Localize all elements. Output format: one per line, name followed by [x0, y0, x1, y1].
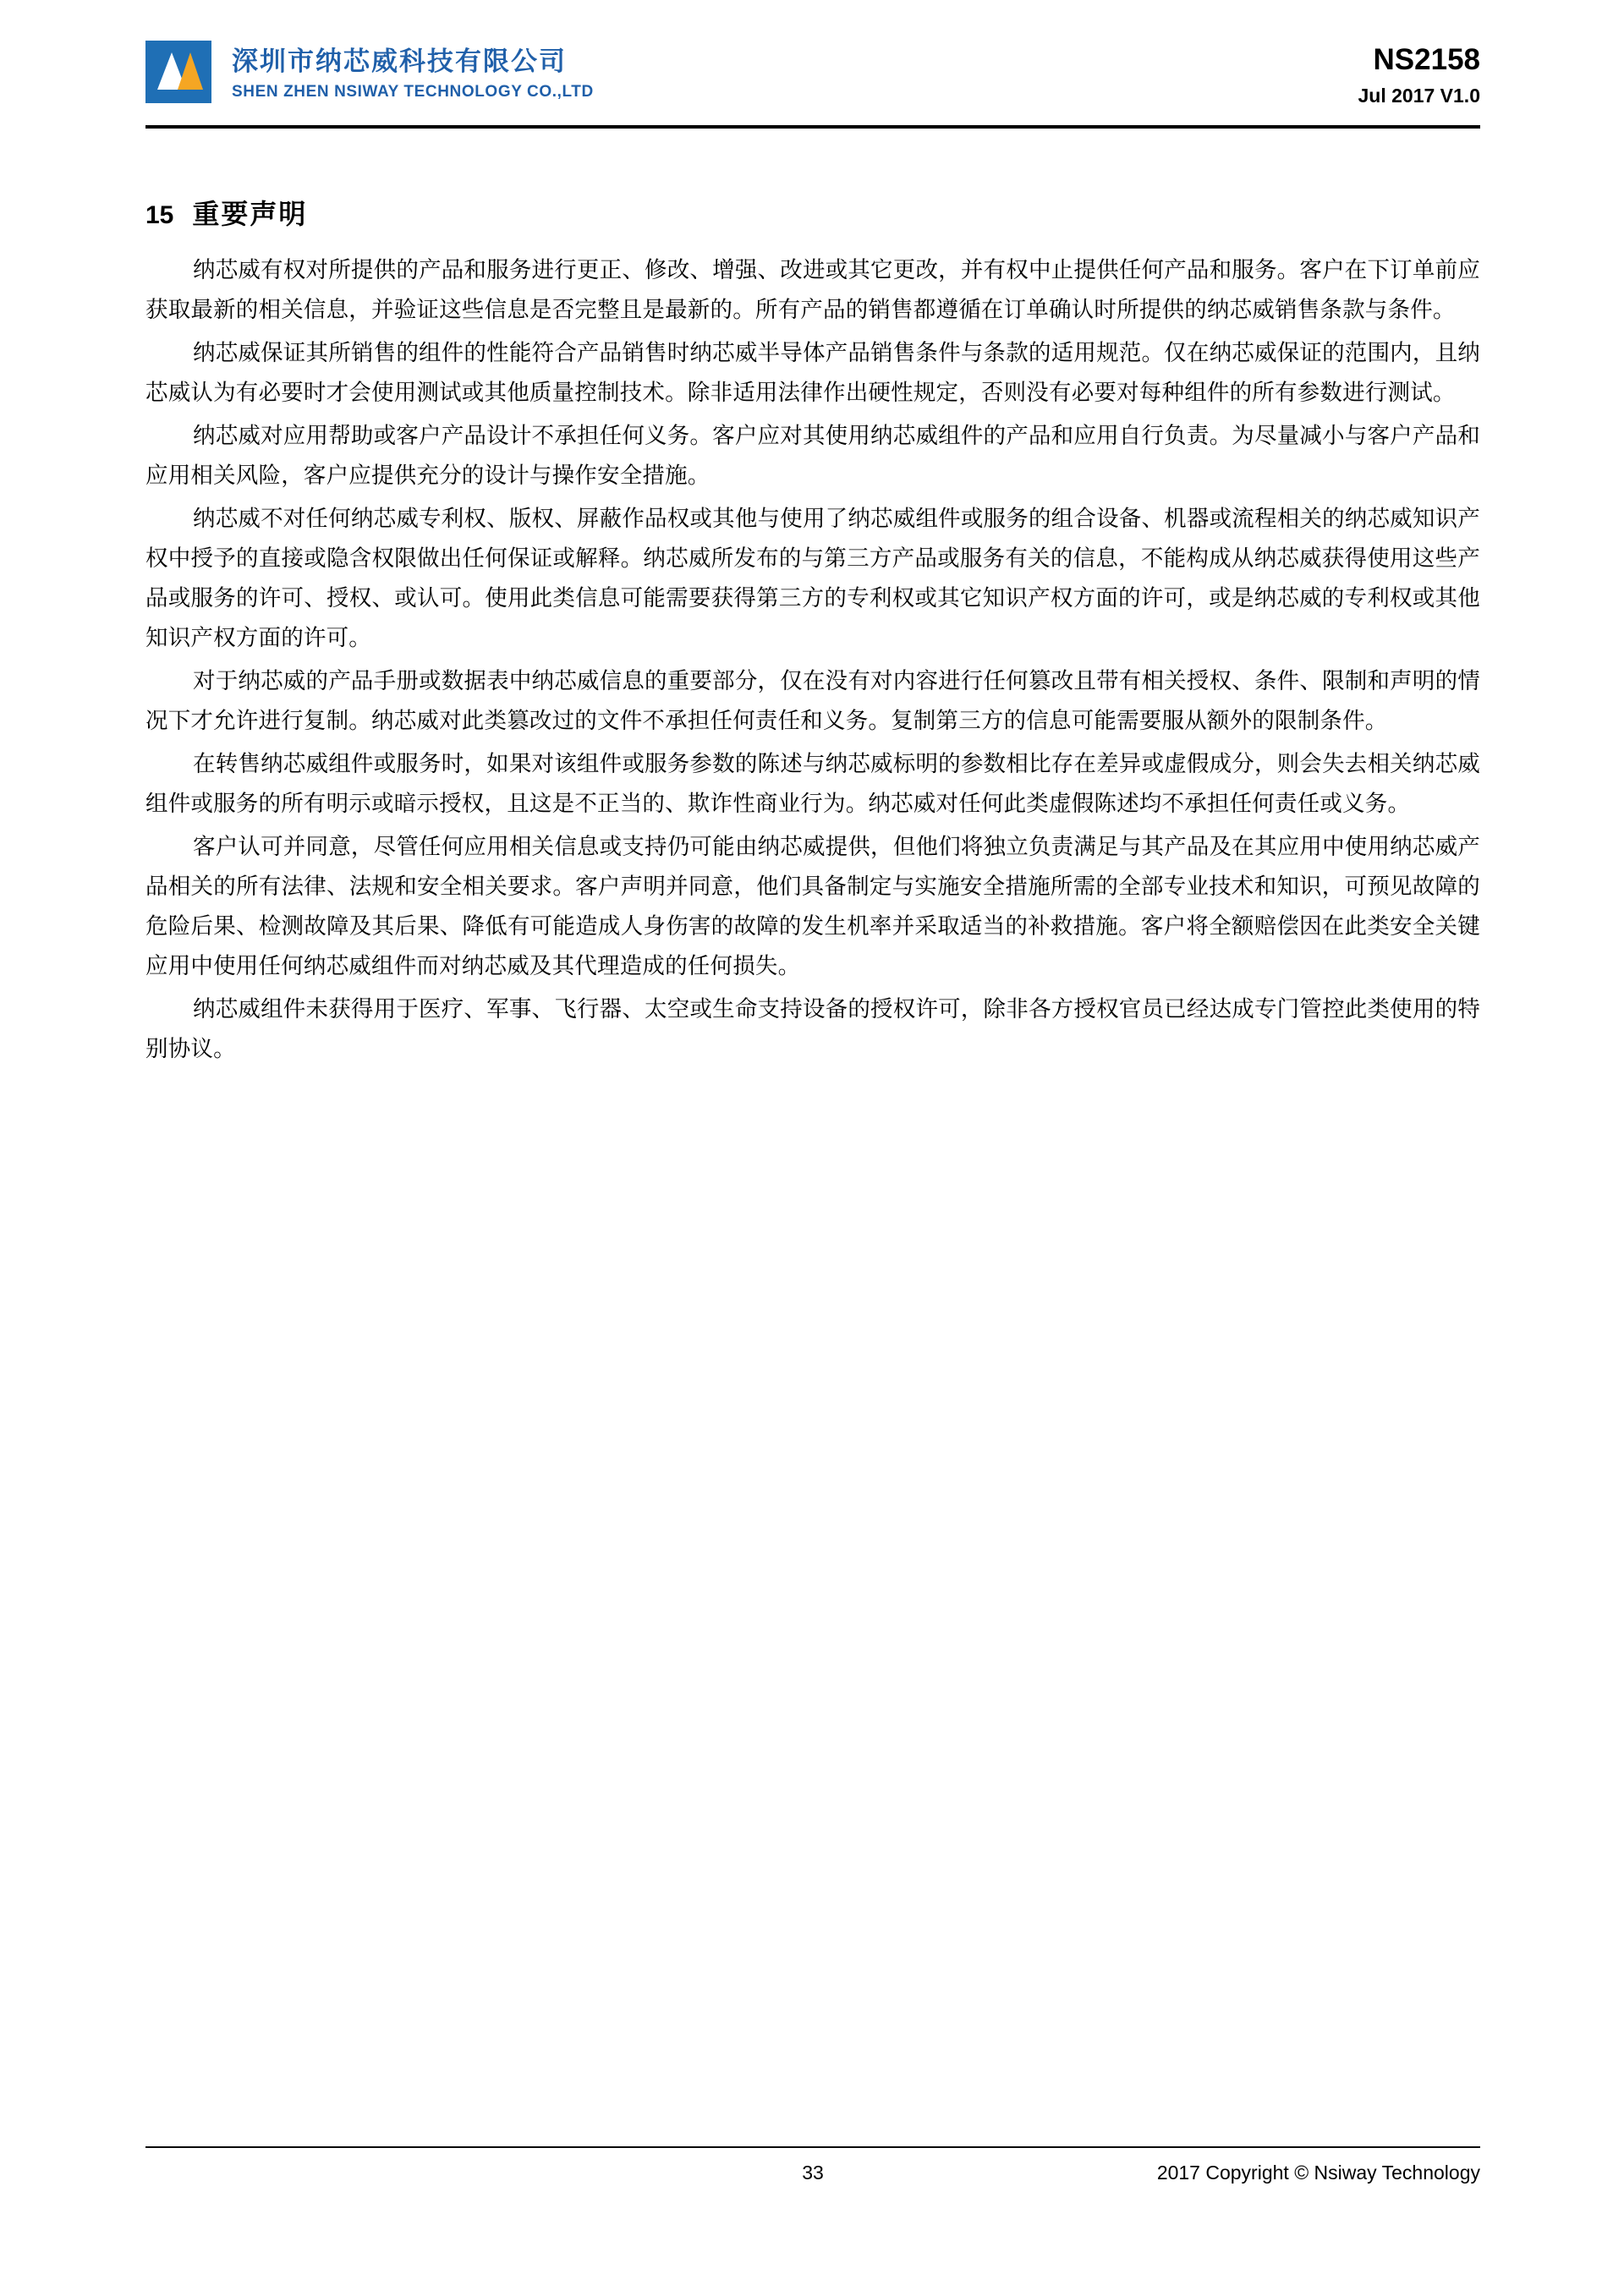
- company-name-cn: 深圳市纳芯威科技有限公司: [232, 47, 567, 76]
- section-number: 15: [145, 201, 174, 229]
- paragraph: 纳芯威保证其所销售的组件的性能符合产品销售时纳芯威半导体产品销售条件与条款的适用规范。仅在纳芯威保证的范围内，且纳芯威认为有必要时才会使用测试或其他质量控制技术。除非适用法律作出硬性规定，否则没有必要对每种组件的所有参数进行测试。: [145, 340, 1480, 405]
- company-branding: [145, 41, 594, 103]
- page-header: [145, 41, 1480, 134]
- section-title-text: 重要声明: [192, 199, 308, 229]
- section-heading: [145, 193, 1480, 232]
- paragraph: 纳芯威组件未获得用于医疗、军事、飞行器、太空或生命支持设备的授权许可，除非各方授权官员已经达成专门管控此类使用的特别协议。: [145, 996, 1480, 1061]
- page-footer: [145, 2162, 1480, 2195]
- paragraph: 纳芯威有权对所提供的产品和服务进行更正、修改、增强、改进或其它更改，并有权中止提供任何产品和服务。客户在下订单前应获取最新的相关信息，并验证这些信息是否完整且是最新的。所有产品的销售都遵循在订单确认时所提供的纳芯威销售条款与条件。: [145, 257, 1480, 322]
- copyright-notice: 2017 Copyright © Nsiway Technology: [1156, 2162, 1480, 2184]
- paragraph: 客户认可并同意，尽管任何应用相关信息或支持仍可能由纳芯威提供，但他们将独立负责满足与其产品及在其应用中使用纳芯威产品相关的所有法律、法规和安全相关要求。客户声明并同意，他们具备制定与实施安全措施所需的全部专业技术和知识，可预见故障的危险后果、检测故障及其后果、降低有可能造成人身伤害的故障的发生机率并采取适当的补救措施。客户将全额赔偿因在此类安全关键应用中使用任何纳芯威组件而对纳芯威及其代理造成的任何损失。: [145, 834, 1480, 978]
- paragraph: 对于纳芯威的产品手册或数据表中纳芯威信息的重要部分，仅在没有对内容进行任何篡改且带有相关授权、条件、限制和声明的情况下才允许进行复制。纳芯威对此类篡改过的文件不承担任何责任和义务。复制第三方的信息可能需要服从额外的限制条件。: [145, 668, 1480, 733]
- nsiway-logo-icon: [145, 41, 211, 103]
- page-number: 33: [802, 2162, 824, 2184]
- paragraph: 在转售纳芯威组件或服务时，如果对该组件或服务参数的陈述与纳芯威标明的参数相比存在差异或虚假成分，则会失去相关纳芯威组件或服务的所有明示或暗示授权，且这是不正当的、欺诈性商业行为。纳芯威对任何此类虚假陈述均不承担任何责任或义务。: [145, 751, 1480, 816]
- paragraph: 纳芯威对应用帮助或客户产品设计不承担任何义务。客户应对其使用纳芯威组件的产品和应用自行负责。为尽量减小与客户产品和应用相关风险，客户应提供充分的设计与操作安全措施。: [145, 423, 1480, 488]
- page-content: [145, 193, 1480, 1072]
- header-divider: [145, 125, 1480, 129]
- part-number: NS2158: [1373, 43, 1480, 76]
- footer-divider: [145, 2146, 1480, 2148]
- paragraph: 纳芯威不对任何纳芯威专利权、版权、屏蔽作品权或其他与使用了纳芯威组件或服务的组合设备、机器或流程相关的纳芯威知识产权中授予的直接或隐含权限做出任何保证或解释。纳芯威所发布的与第三方产品或服务有关的信息，不能构成从纳芯威获得使用这些产品或服务的许可、授权、或认可。使用此类信息可能需要获得第三方的专利权或其它知识产权方面的许可，或是纳芯威的专利权或其他知识产权方面的许可。: [145, 506, 1480, 650]
- document-revision: Jul 2017 V1.0: [1358, 85, 1480, 107]
- document-meta: [1358, 41, 1481, 108]
- company-name-en: SHEN ZHEN NSIWAY TECHNOLOGY CO.,LTD: [232, 83, 594, 101]
